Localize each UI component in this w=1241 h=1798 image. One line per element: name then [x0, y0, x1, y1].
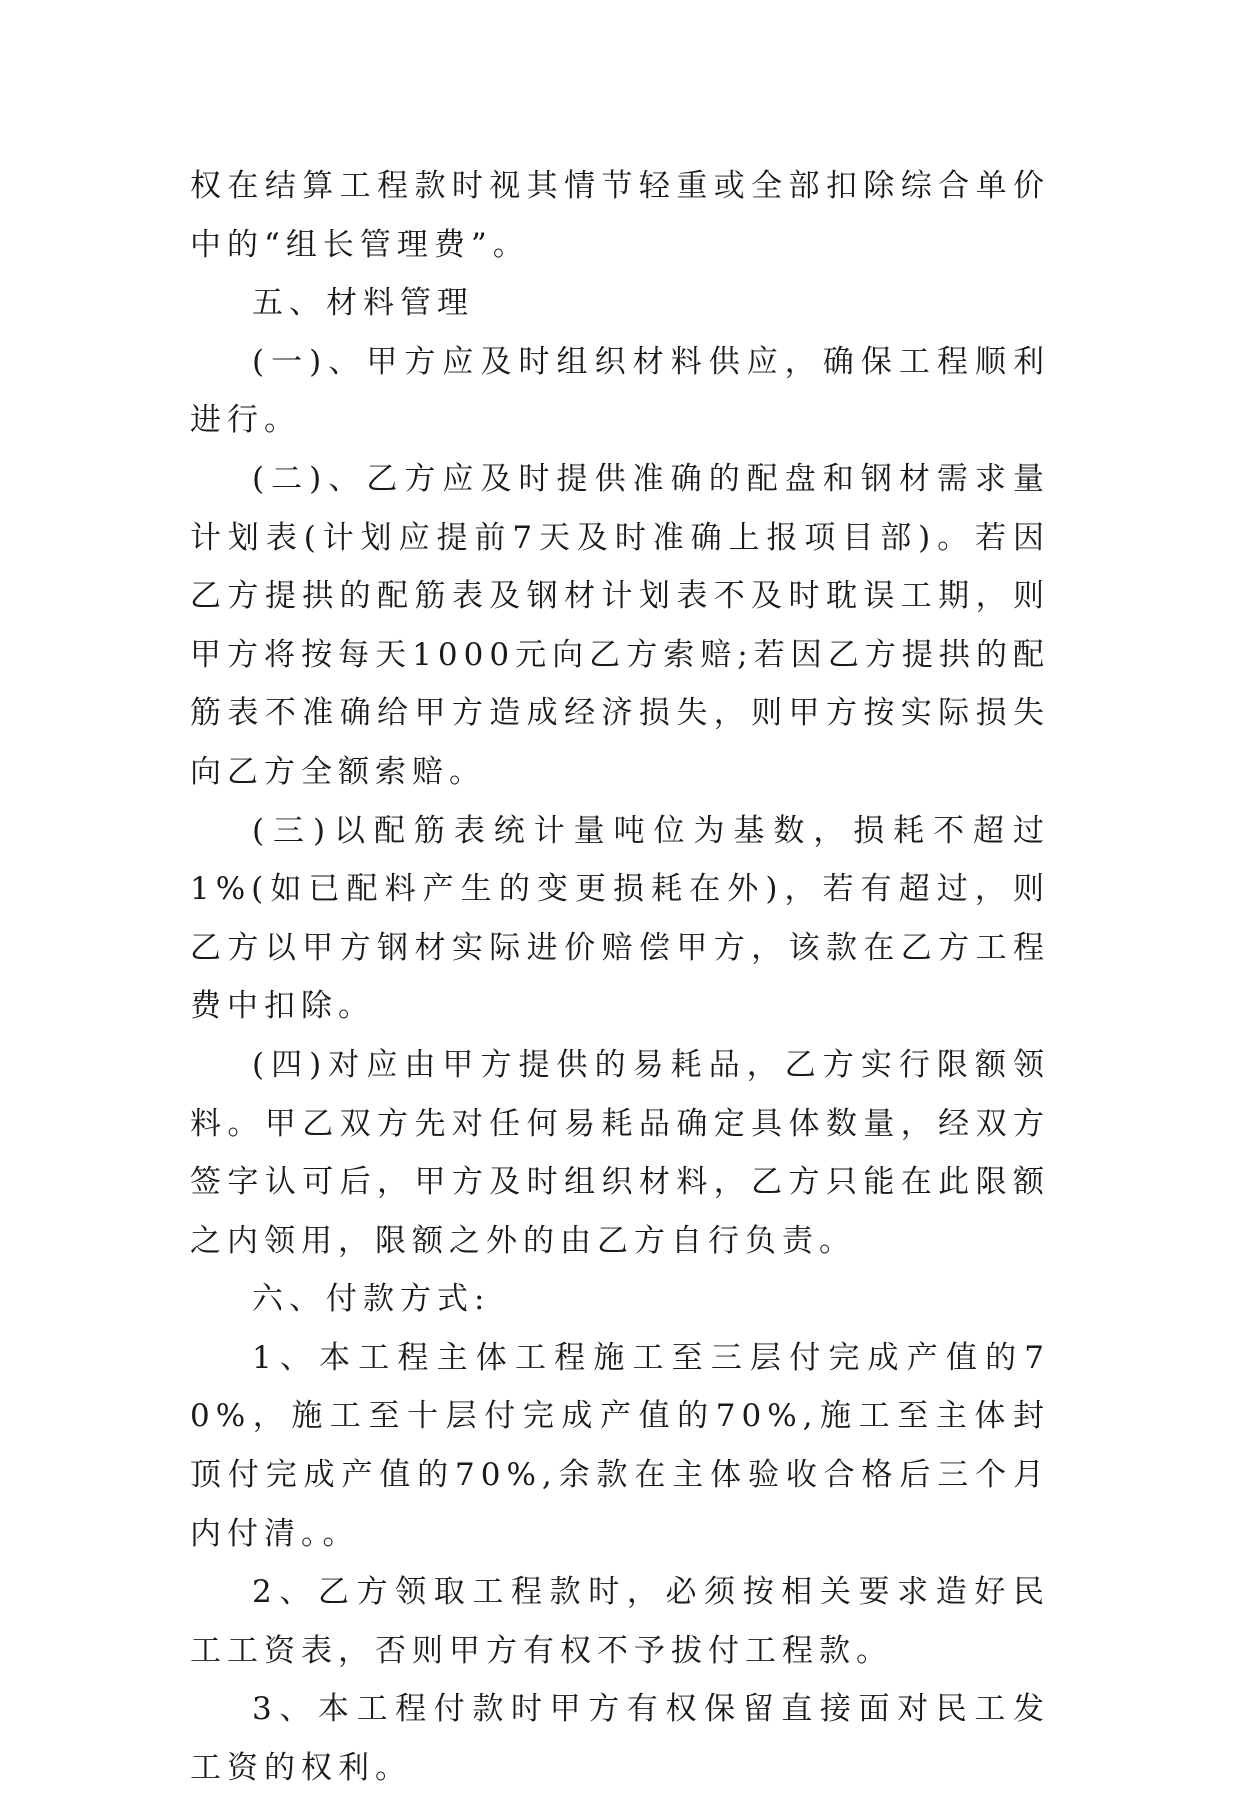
clause-materials-3: (三)以配筋表统计量吨位为基数，损耗不超过1%(如已配料产生的变更损耗在外)，若有超过，则乙方以甲方钢材实际进价赔偿甲方，该款在乙方工程费中扣除。	[190, 812, 1050, 1025]
clause-payment-1: 1、本工程主体工程施工至三层付完成产值的70%，施工至十层付完成产值的70%,施工至主体封顶付完成产值的70%,余款在主体验收合格后三个月内付清。。	[190, 1339, 1050, 1552]
paragraph-continuation: 权在结算工程款时视其情节轻重或全部扣除综合单价中的“组长管理费”。	[190, 168, 1050, 263]
clause-materials-2: (二)、乙方应及时提供准确的配盘和钢材需求量计划表(计划应提前7天及时准确上报项目部)。若因乙方提拱的配筋表及钢材计划表不及时耽误工期，则甲方将按每天1000元向乙方索赔;若因乙方提拱的配筋表不准确给甲方造成经济损失，则甲方按实际损失向乙方全额索赔。	[190, 460, 1050, 790]
clause-materials-4: (四)对应由甲方提供的易耗品，乙方实行限额领料。甲乙双方先对任何易耗品确定具体数量，经双方签字认可后，甲方及时组织材料，乙方只能在此限额之内领用，限额之外的由乙方自行负责。	[190, 1046, 1050, 1259]
clause-payment-2: 2、乙方领取工程款时，必须按相关要求造好民工工资表，否则甲方有权不予拔付工程款。	[190, 1574, 1050, 1669]
section-heading-materials: 五、材料管理	[252, 285, 474, 322]
document-body	[190, 157, 1050, 1798]
clause-payment-3: 3、本工程付款时甲方有权保留直接面对民工发工资的权利。	[190, 1691, 1050, 1787]
clause-materials-1: (一)、甲方应及时组织材料供应，确保工程顺利进行。	[190, 343, 1050, 439]
section-heading-payment: 六、付款方式:	[252, 1281, 491, 1318]
